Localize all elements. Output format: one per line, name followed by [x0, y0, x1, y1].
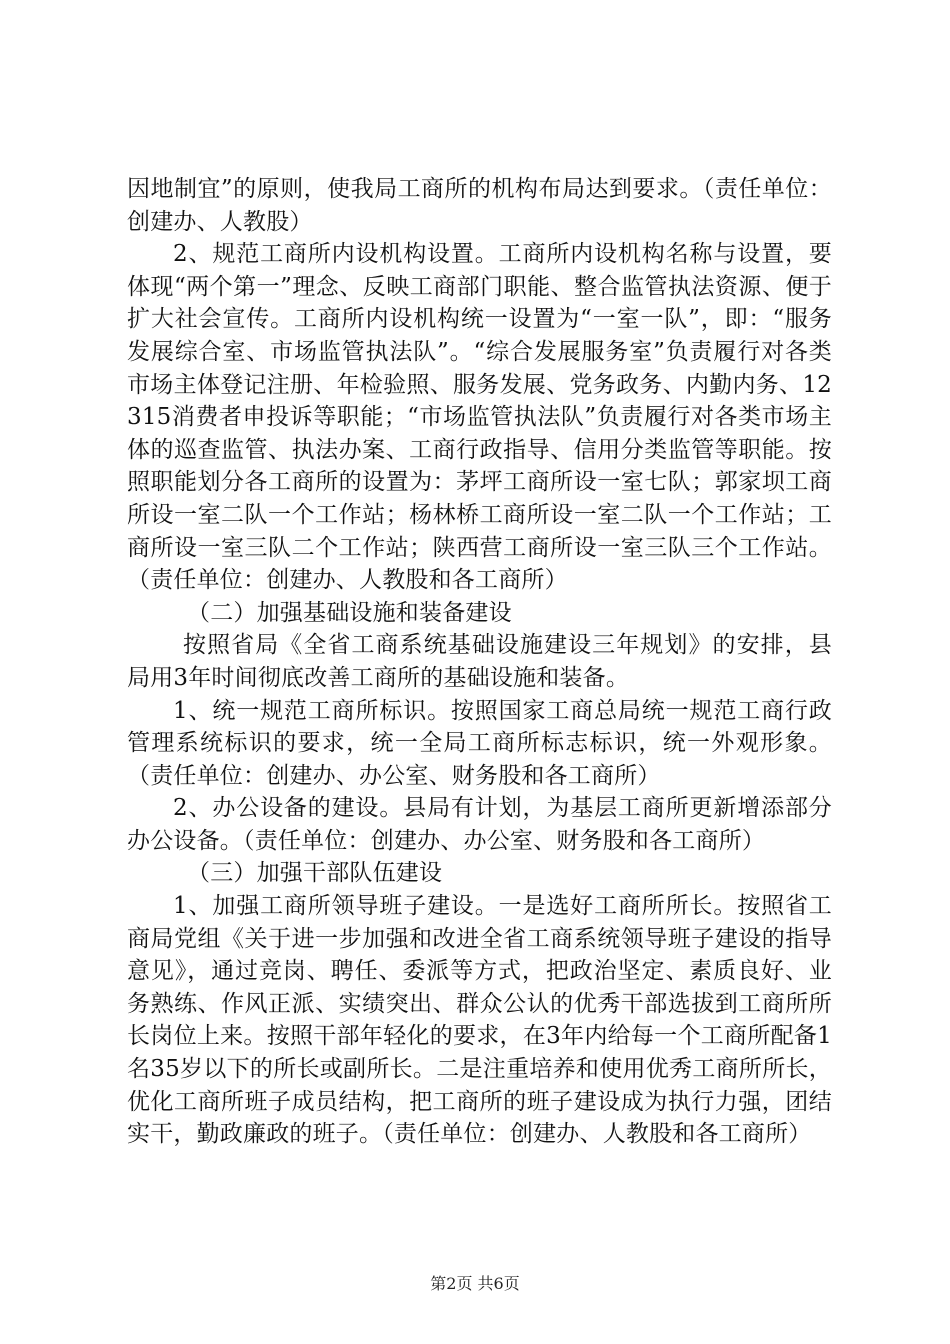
paragraph-infrastructure-plan: 按照省局《全省工商系统基础设施建设三年规划》的安排，县局用3年时间彻底改善工商所的基础设施和装备。 — [127, 632, 832, 691]
paragraph-intro-continuation: 因地制宜”的原则，使我局工商所的机构布局达到要求。（责任单位：创建办、人教股） — [127, 176, 832, 235]
paragraph-office-equipment: 2、办公设备的建设。县局有计划，为基层工商所更新增添部分办公设备。（责任单位：创建办、办公室、财务股和各工商所） — [127, 795, 832, 854]
section-heading-staff: （三）加强干部队伍建设 — [187, 860, 443, 887]
document-body — [127, 173, 832, 1151]
paragraph-leadership-building: 1、加强工商所领导班子建设。一是选好工商所所长。按照省工商局党组《关于进一步加强和改进全省工商系统领导班子建设的指导意见》，通过竞岗、聘任、委派等方式，把政治坚定、素质良好、业务熟练、作风正派、实绩突出、群众公认的优秀干部选拔到工商所所长岗位上来。按照干部年轻化的要求，在3年内给每一个工商所配备1名35岁以下的所长或副所长。二是注重培养和使用优秀工商所所长，优化工商所班子成员结构，把工商所的班子建设成为执行力强，团结实干，勤政廉政的班子。（责任单位：创建办、人教股和各工商所） — [127, 893, 832, 1148]
section-heading-infrastructure: （二）加强基础设施和装备建设 — [187, 599, 512, 626]
paragraph-unified-signage: 1、统一规范工商所标识。按照国家工商总局统一规范工商行政管理系统标识的要求，统一全局工商所标志标识，统一外观形象。（责任单位：创建办、办公室、财务股和各工商所） — [127, 697, 832, 789]
page-number-footer: 第2页 共6页 — [430, 1274, 520, 1293]
paragraph-internal-structure: 2、规范工商所内设机构设置。工商所内设机构名称与设置，要体现“两个第一”理念、反映工商部门职能、整合监管执法资源、便于扩大社会宣传。工商所内设机构统一设置为“一室一队”，即：“服务发展综合室、市场监管执法队”。“综合发展服务室”负责履行对各类市场主体登记注册、年检验照、服务发展、党务政务、内勤内务、12315消费者申投诉等职能；“市场监管执法队”负责履行对各类市场主体的巡查监管、执法办案、工商行政指导、信用分类监管等职能。按照职能划分各工商所的设置为：茅坪工商所设一室七队；郭家坝工商所设一室二队一个工作站；杨林桥工商所设一室二队一个工作站；工商所设一室三队二个工作站；陕西营工商所设一室三队三个工作站。（责任单位：创建办、人教股和各工商所） — [127, 241, 832, 594]
